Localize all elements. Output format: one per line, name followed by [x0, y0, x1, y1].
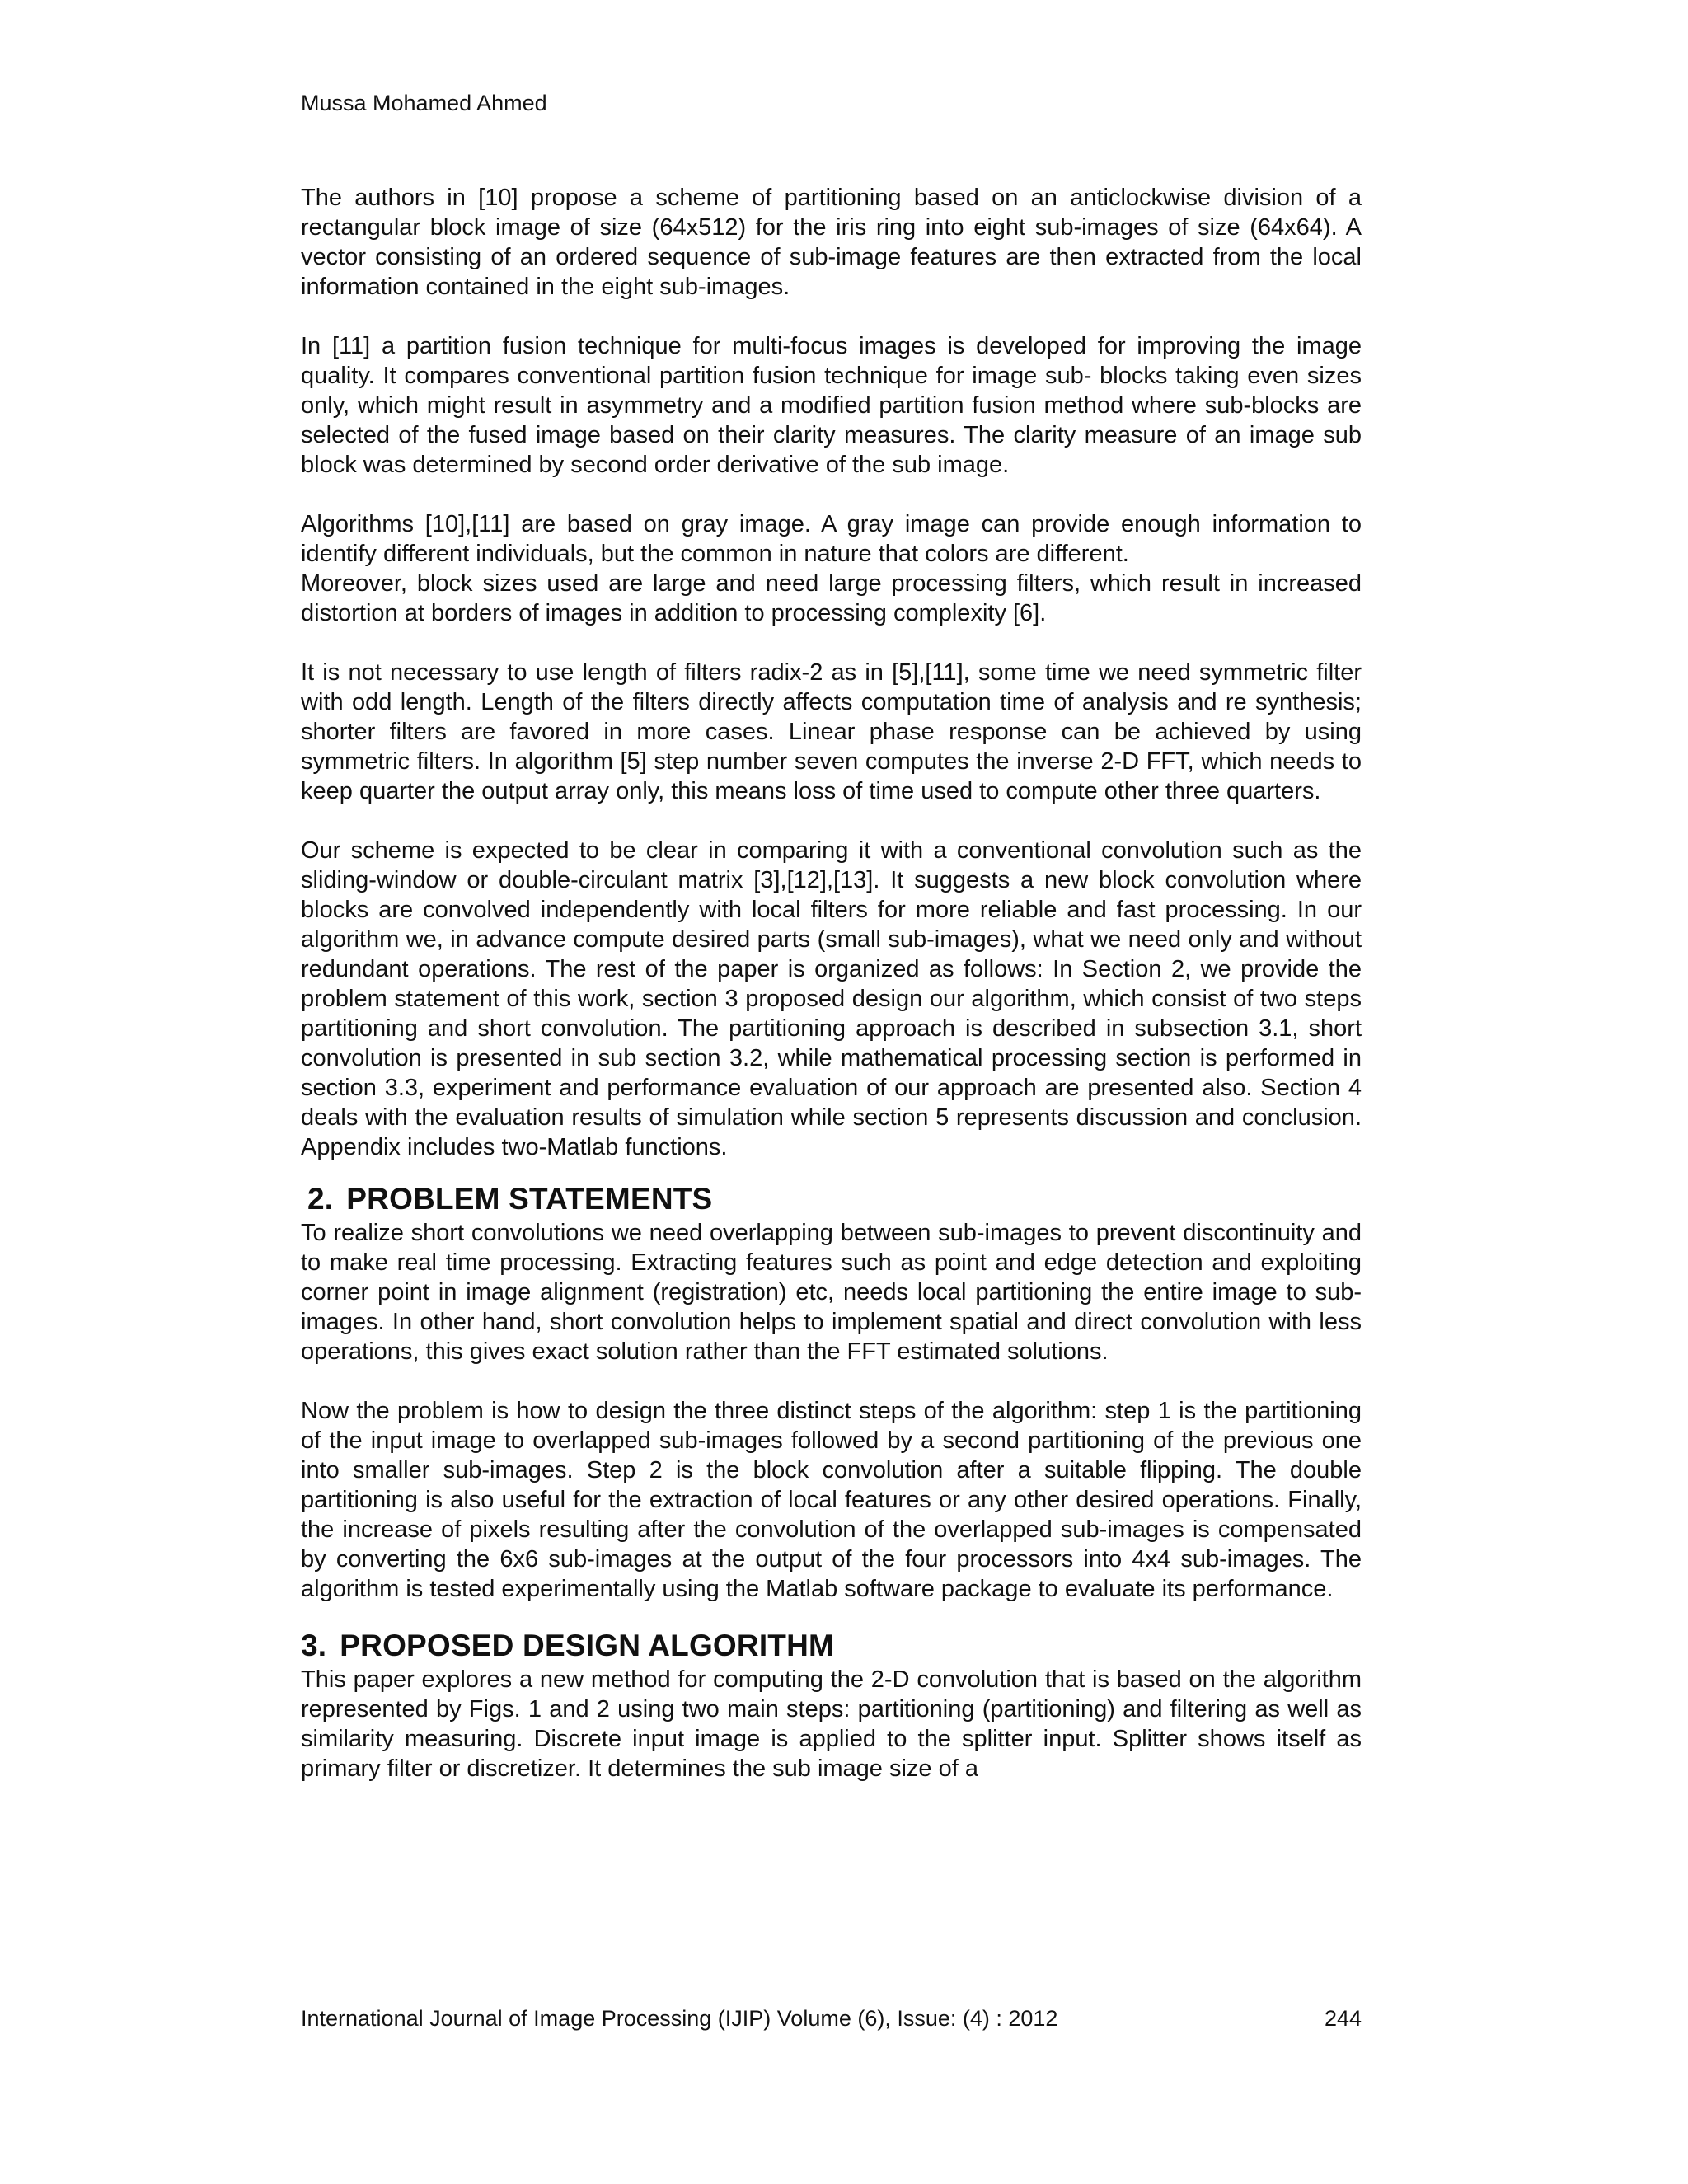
section-number: 3. — [301, 1629, 327, 1662]
paragraph-iris-partitioning: The authors in [10] propose a scheme of partitioning based on an anticlockwise division of a rectangular block image of size (64x512) for the iris ring into eight sub-images of size (64x64). A vector consisting of an ordered sequence of sub-image features are then extracted from the local information contained in the eight sub-images. — [301, 185, 1362, 300]
paragraph-partition-fusion: In [11] a partition fusion technique for multi-focus images is developed for improving the image quality. It compares conventional partition fusion technique for image sub- blocks taking even sizes only, which might result in asymmetry and a modified partition fusion method where sub-blocks are selected of the fused image based on their clarity measures. The clarity measure of an image sub block was determined by second order derivative of the sub image. — [301, 333, 1362, 478]
running-head-author: Mussa Mohamed Ahmed — [301, 91, 547, 115]
paragraph-scheme-overview: Our scheme is expected to be clear in comparing it with a conventional convolution such as the sliding-window or double-circulant matrix [3],[12],[13]. It suggests a new block convolution where blocks are convolved independently with local filters for more reliable and fast processing. In our algorithm we, in advance compute desired parts (small sub-images), what we need only and without redundant operations. The rest of the paper is organized as follows: In Section 2, we provide the problem statement of this work, section 3 proposed design our algorithm, which consist of two steps partitioning and short convolution. The partitioning approach is described in subsection 3.1, short convolution is presented in sub section 3.2, while mathematical processing section is performed in section 3.3, experiment and performance evaluation of our approach are presented also. Section 4 deals with the evaluation results of simulation while section 5 represents discussion and conclusion. Appendix includes two-Matlab functions. — [301, 837, 1362, 1160]
paragraph-filter-length: It is not necessary to use length of filters radix-2 as in [5],[11], some time we need symmetric filter with odd length. Length of the filters directly affects computation time of analysis and re synthesis; shorter filters are favored in more cases. Linear phase response can be achieved by using symmetric filters. In algorithm [5] step number seven computes the inverse 2-D FFT, which needs to keep quarter the output array only, this means loss of time used to compute other three quarters. — [301, 659, 1362, 804]
journal-citation: International Journal of Image Processing (IJIP) Volume (6), Issue: (4) : 2012 — [301, 2006, 1058, 2031]
paragraph-new-method: This paper explores a new method for computing the 2-D convolution that is based on the algorithm represented by Figs. 1 and 2 using two main steps: partitioning (partitioning) and filtering as well as similarity measuring. Discrete input image is applied to the splitter input. Splitter shows itself as primary filter or discretizer. It determines the sub image size of a — [301, 1666, 1362, 1782]
section-number: 2. — [307, 1182, 334, 1216]
paragraph-short-convolutions: To realize short convolutions we need overlapping between sub-images to prevent discontinuity and to make real time processing. Extracting features such as point and edge detection and exploiting corner point in image alignment (registration) etc, needs local partitioning the entire image to sub-images. In other hand, short convolution helps to implement spatial and direct convolution with less operations, this gives exact solution rather than the FFT estimated solutions. — [301, 1220, 1362, 1365]
section-heading-proposed-design — [301, 1627, 1362, 1665]
paragraph-algorithm-steps: Now the problem is how to design the three distinct steps of the algorithm: step 1 is the partitioning of the input image to overlapped sub-images followed by a second partitioning of the previous one into smaller sub-images. Step 2 is the block convolution after a suitable flipping. The double partitioning is also useful for the extraction of local features or any other desired operations. Finally, the increase of pixels resulting after the convolution of the overlapped sub-images is compensated by converting the 6x6 sub-images at the output of the four processors into 4x4 sub-images. The algorithm is tested experimentally using the Matlab software package to evaluate its performance. — [301, 1398, 1362, 1602]
paragraph-gray-image: Algorithms [10],[11] are based on gray image. A gray image can provide enough information to identify different individuals, but the common in nature that colors are different. — [301, 511, 1362, 567]
paragraph-block-sizes: Moreover, block sizes used are large and need large processing filters, which result in increased distortion at borders of images in addition to processing complexity [6]. — [301, 570, 1362, 626]
page-footer — [301, 2004, 1362, 2032]
section-title: PROBLEM STATEMENTS — [346, 1182, 713, 1216]
section-title: PROPOSED DESIGN ALGORITHM — [340, 1629, 835, 1662]
page-number: 244 — [1324, 2006, 1362, 2031]
section-heading-problem-statements — [301, 1180, 1362, 1218]
body-content — [301, 183, 1362, 1783]
